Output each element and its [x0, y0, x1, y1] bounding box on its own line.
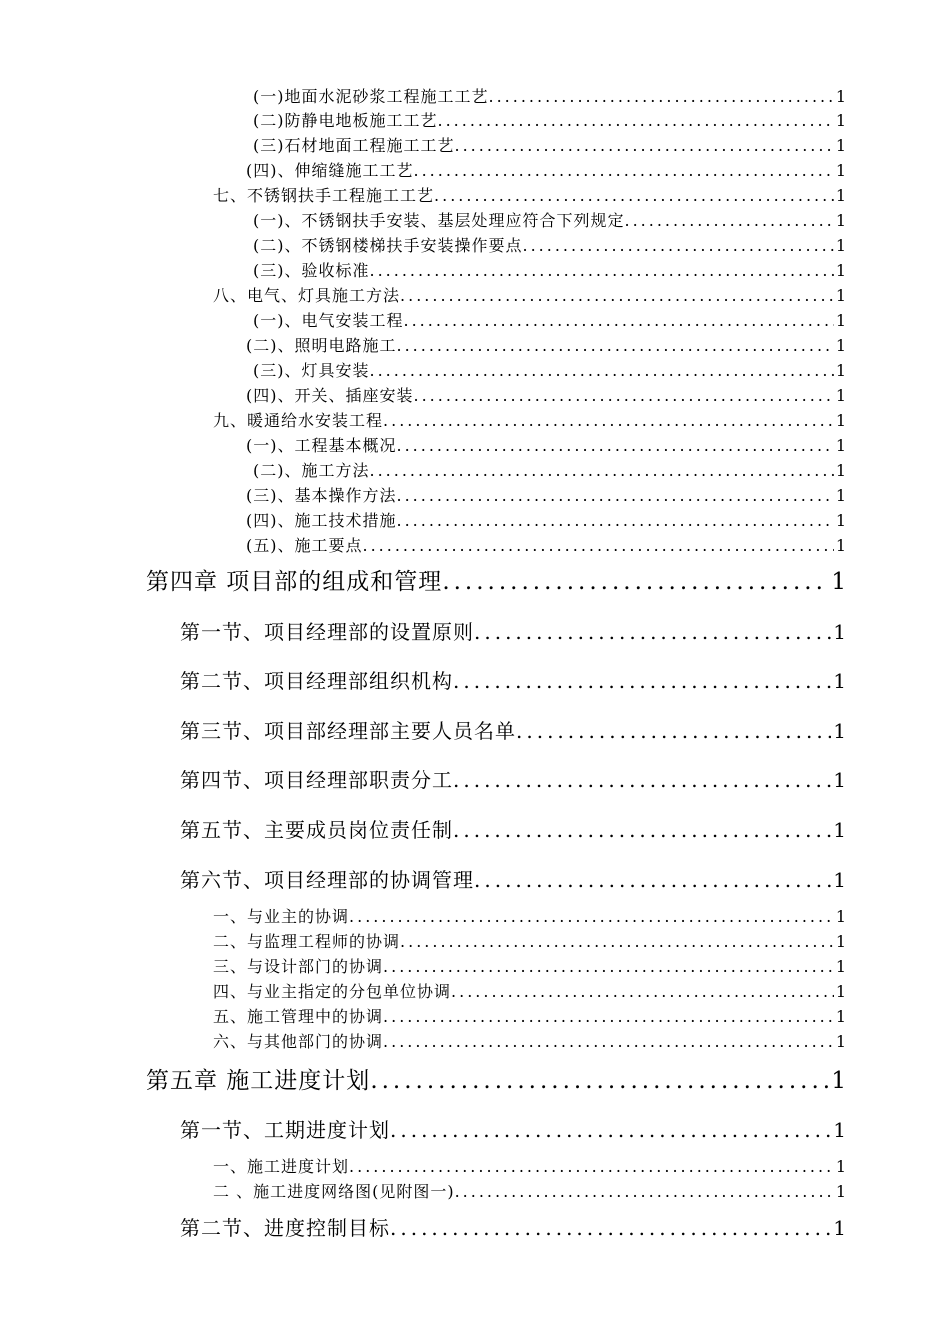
toc-entry-title: (二)防静电地板施工工艺: [253, 111, 438, 130]
toc-entry-title: 第一节、工期进度计划: [180, 1118, 390, 1142]
toc-leader-dots: [397, 486, 834, 505]
toc-page-number: 1: [835, 87, 846, 106]
toc-page-number: 1: [835, 1007, 846, 1026]
toc-leader-dots: [370, 1068, 829, 1094]
toc-page-number: 1: [835, 1182, 846, 1201]
toc-leader-dots: [453, 818, 831, 842]
toc-entry[interactable]: [246, 333, 846, 356]
toc-leader-dots: [451, 982, 834, 1001]
toc-entry-title: (一)地面水泥砂浆工程施工工艺: [253, 87, 489, 106]
toc-page-number: 1: [835, 1032, 846, 1051]
toc-entry-title: 一、与业主的协调: [213, 907, 350, 926]
toc-section[interactable]: [180, 616, 846, 645]
toc-page-number: 1: [835, 907, 846, 926]
toc-entry[interactable]: [253, 84, 846, 107]
toc-entry-title: 八、电气、灯具施工方法: [213, 286, 401, 305]
toc-leader-dots: [383, 1032, 834, 1051]
toc-page-number: 1: [835, 186, 846, 205]
toc-chapter[interactable]: [146, 1062, 846, 1095]
toc-page-number: 1: [831, 1068, 846, 1094]
toc-page-number: 1: [835, 932, 846, 951]
toc-section[interactable]: [180, 1212, 846, 1241]
toc-entry[interactable]: [246, 433, 846, 456]
toc-page-number: 1: [833, 818, 846, 842]
toc-page-number: 1: [835, 386, 846, 405]
toc-leader-dots: [489, 87, 834, 106]
toc-entry[interactable]: [253, 358, 846, 381]
toc-page-number: 1: [835, 536, 846, 555]
toc-page-number: 1: [835, 111, 846, 130]
toc-entry-title: 第四章 项目部的组成和管理: [146, 569, 443, 595]
toc-leader-dots: [455, 136, 834, 155]
toc-page-number: 1: [835, 411, 846, 430]
toc-entry[interactable]: [253, 458, 846, 481]
toc-entry-title: 七、不锈钢扶手工程施工工艺: [213, 186, 435, 205]
toc-entry-title: (一)、工程基本概况: [246, 436, 397, 455]
toc-page-number: 1: [833, 1216, 846, 1240]
toc-entry-title: (一)、电气安装工程: [253, 311, 404, 330]
toc-page-number: 1: [835, 286, 846, 305]
toc-leader-dots: [383, 1007, 834, 1026]
toc-page-number: 1: [835, 486, 846, 505]
toc-entry[interactable]: [246, 483, 846, 506]
toc-leader-dots: [397, 436, 834, 455]
toc-entry-title: (二)、不锈钢楼梯扶手安装操作要点: [253, 236, 523, 255]
toc-leader-dots: [349, 907, 834, 926]
toc-leader-dots: [390, 1118, 831, 1142]
toc-entry[interactable]: [246, 508, 846, 531]
toc-entry-title: (五)、施工要点: [246, 536, 363, 555]
toc-page-number: 1: [833, 768, 846, 792]
toc-page-number: 1: [833, 620, 846, 644]
toc-entry-title: (四)、施工技术措施: [246, 511, 397, 530]
toc-leader-dots: [474, 620, 831, 644]
toc-leader-dots: [453, 669, 831, 693]
toc-page-number: 1: [835, 161, 846, 180]
toc-page-number: 1: [835, 1157, 846, 1176]
toc-page-number: 1: [835, 136, 846, 155]
toc-entry[interactable]: [253, 308, 846, 331]
toc-section[interactable]: [180, 764, 846, 793]
toc-section[interactable]: [180, 814, 846, 843]
toc-leader-dots: [400, 286, 834, 305]
toc-entry-title: 六、与其他部门的协调: [213, 1032, 384, 1051]
toc-entry-title: 第五节、主要成员岗位责任制: [180, 818, 453, 842]
toc-entry-title: 二 、施工进度网络图(见附图一): [213, 1182, 455, 1201]
toc-entry-title: 五、施工管理中的协调: [213, 1007, 384, 1026]
toc-entry-title: (三)、灯具安装: [253, 361, 370, 380]
toc-entry-title: 第三节、项目部经理部主要人员名单: [180, 719, 516, 743]
toc-page-number: 1: [835, 957, 846, 976]
toc-leader-dots: [523, 236, 834, 255]
toc-leader-dots: [434, 186, 834, 205]
toc-entry-title: 第四节、项目经理部职责分工: [180, 768, 453, 792]
toc-page-number: 1: [835, 511, 846, 530]
toc-leader-dots: [625, 211, 834, 230]
toc-section[interactable]: [180, 665, 846, 694]
toc-entry[interactable]: [213, 1154, 846, 1177]
toc-page-number: 1: [835, 236, 846, 255]
toc-leader-dots: [453, 768, 831, 792]
toc-leader-dots: [442, 569, 829, 595]
toc-page-number: 1: [835, 461, 846, 480]
toc-leader-dots: [414, 161, 834, 180]
toc-entry-title: 第二节、进度控制目标: [180, 1216, 390, 1240]
toc-entry-title: 二、与监理工程师的协调: [213, 932, 401, 951]
toc-entry[interactable]: [213, 954, 846, 977]
toc-page-number: 1: [833, 868, 846, 892]
toc-page-number: 1: [833, 1118, 846, 1142]
toc-entry-title: 第六节、项目经理部的协调管理: [180, 868, 474, 892]
toc-entry[interactable]: [253, 258, 846, 281]
toc-leader-dots: [383, 411, 834, 430]
toc-entry[interactable]: [213, 283, 846, 306]
toc-entry-title: 三、与设计部门的协调: [213, 957, 384, 976]
toc-leader-dots: [438, 111, 834, 130]
toc-entry-title: (三)、验收标准: [253, 261, 370, 280]
toc-entry-title: (四)、伸缩缝施工工艺: [246, 161, 414, 180]
toc-page-number: 1: [835, 211, 846, 230]
toc-entry[interactable]: [213, 408, 846, 431]
toc-leader-dots: [414, 386, 834, 405]
toc-entry[interactable]: [213, 183, 846, 206]
toc-page-number: 1: [833, 719, 846, 743]
toc-page-number: 1: [835, 311, 846, 330]
toc-leader-dots: [516, 719, 831, 743]
toc-leader-dots: [383, 957, 834, 976]
toc-entry[interactable]: [253, 208, 846, 231]
toc-section[interactable]: [180, 864, 846, 893]
toc-entry[interactable]: [246, 383, 846, 406]
toc-entry-title: (二)、施工方法: [253, 461, 370, 480]
toc-entry[interactable]: [213, 1004, 846, 1027]
toc-leader-dots: [390, 1216, 831, 1240]
toc-entry[interactable]: [253, 233, 846, 256]
toc-entry-title: 四、与业主指定的分包单位协调: [213, 982, 452, 1001]
toc-entry[interactable]: [253, 133, 846, 156]
toc-entry-title: (四)、开关、插座安装: [246, 386, 414, 405]
toc-leader-dots: [370, 461, 834, 480]
toc-page-number: 1: [831, 569, 846, 595]
toc-leader-dots: [397, 336, 834, 355]
toc-leader-dots: [404, 311, 834, 330]
toc-leader-dots: [349, 1157, 834, 1176]
toc-leader-dots: [474, 868, 831, 892]
toc-entry[interactable]: [213, 979, 846, 1002]
toc-entry[interactable]: [213, 929, 846, 952]
toc-entry-title: 一、施工进度计划: [213, 1157, 350, 1176]
toc-entry[interactable]: [213, 1029, 846, 1052]
toc-leader-dots: [400, 932, 834, 951]
toc-page-number: 1: [835, 361, 846, 380]
toc-entry[interactable]: [246, 533, 846, 556]
toc-entry[interactable]: [246, 158, 846, 181]
toc-page-number: 1: [835, 336, 846, 355]
toc-entry-title: 第五章 施工进度计划: [146, 1068, 371, 1094]
toc-entry-title: 第一节、项目经理部的设置原则: [180, 620, 474, 644]
toc-entry-title: 第二节、项目经理部组织机构: [180, 669, 453, 693]
toc-entry[interactable]: [213, 1179, 846, 1202]
toc-page-number: 1: [835, 982, 846, 1001]
toc-entry-title: (三)石材地面工程施工工艺: [253, 136, 455, 155]
toc-entry-title: (一)、不锈钢扶手安装、基层处理应符合下列规定: [253, 211, 625, 230]
toc-leader-dots: [370, 361, 834, 380]
toc-chapter[interactable]: [146, 563, 846, 596]
toc-section[interactable]: [180, 715, 846, 744]
toc-leader-dots: [397, 511, 834, 530]
toc-entry-title: 九、暖通给水安装工程: [213, 411, 384, 430]
toc-entry-title: (三)、基本操作方法: [246, 486, 397, 505]
toc-page-number: 1: [833, 669, 846, 693]
toc-entry[interactable]: [213, 904, 846, 927]
toc-page-number: 1: [835, 436, 846, 455]
toc-leader-dots: [455, 1182, 834, 1201]
toc-entry-title: (二)、照明电路施工: [246, 336, 397, 355]
toc-page-number: 1: [835, 261, 846, 280]
toc-leader-dots: [363, 536, 834, 555]
toc-section[interactable]: [180, 1114, 846, 1143]
toc-entry[interactable]: [253, 108, 846, 131]
toc-leader-dots: [370, 261, 834, 280]
